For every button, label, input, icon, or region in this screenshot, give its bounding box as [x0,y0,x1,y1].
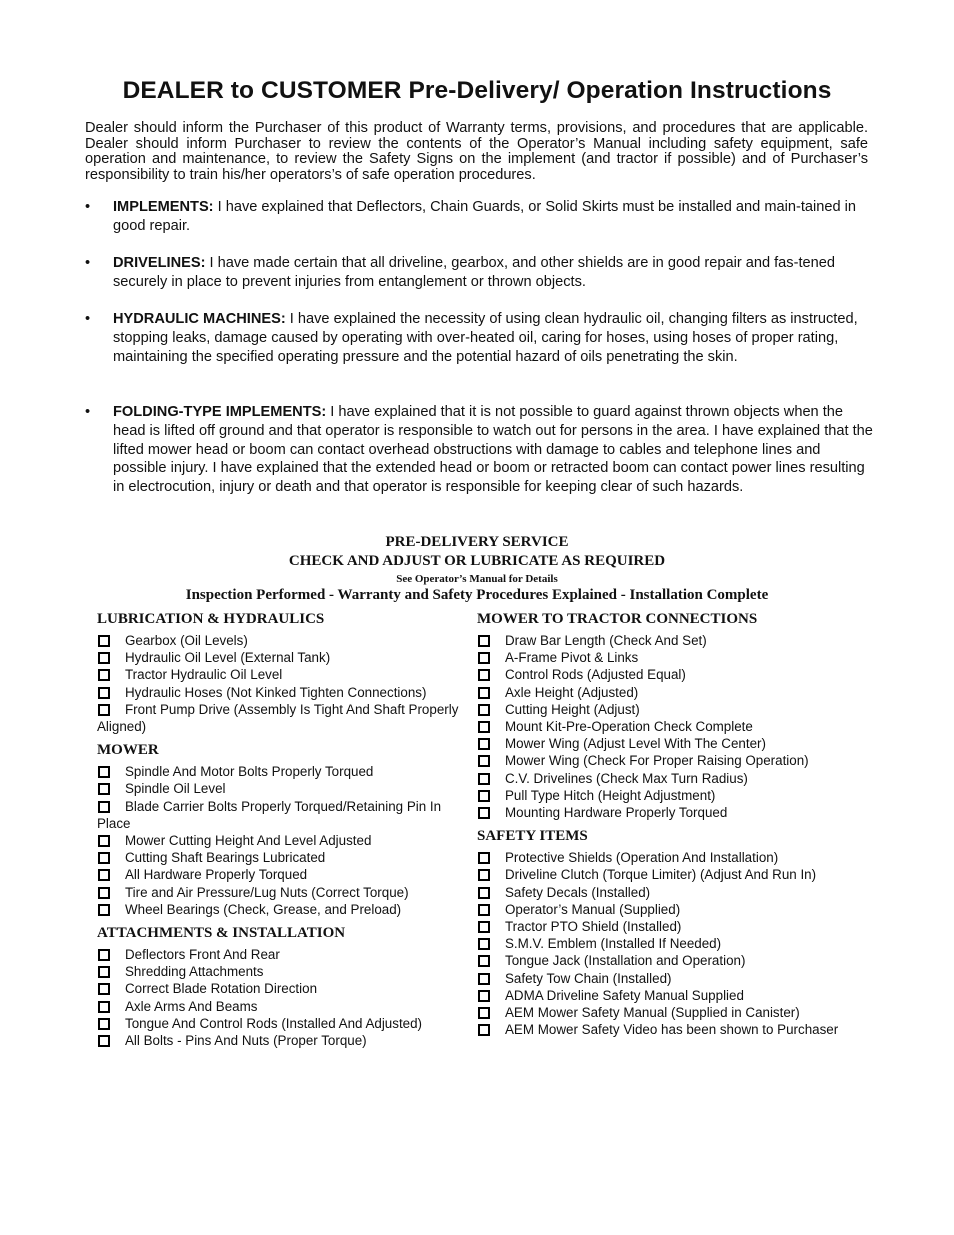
checkbox-icon[interactable] [98,635,110,647]
instruction-text: I have explained that it is not possible to guard against thrown objects when the head is lifted off ground and that operator is responsible to watch out for persons in the area. I have explained that the lifted mower head or boom can contact overhead obstructions with damage to cables and telephone lines and possible injury. I have explained that the extended head or boom or retracted boom can contact power lines resulting in electrocution, injury or death and that operator is responsible for keeping clear of such hazards. [113,404,873,496]
bullet-glyph: • [85,255,91,271]
checklist-item [97,866,475,883]
checklist-item-label: Front Pump Drive (Assembly Is Tight And Shaft Properly Aligned) [97,701,459,735]
service-note: See Operator’s Manual for Details [396,573,558,585]
checkbox-icon[interactable] [478,755,490,767]
checklist-item [97,946,475,963]
checklist-item-label: Shredding Attachments [125,964,264,980]
checkbox-icon[interactable] [98,704,110,716]
checklist-item [97,849,475,866]
instruction-label: DRIVELINES: [113,255,206,271]
checklist-item [477,666,877,683]
checklist-item [97,701,475,735]
checkbox-icon[interactable] [478,687,490,699]
checklist-item-label: ADMA Driveline Safety Manual Supplied [505,987,744,1003]
checkbox-icon[interactable] [478,1007,490,1019]
checklist-item [477,787,877,804]
checklist-item [477,849,877,866]
checklist-lubrication-and-hydraulics [97,632,475,735]
checklist-item [477,901,877,918]
checklist-item [477,970,877,987]
checklist-item-label: Mower Wing (Adjust Level With The Center) [505,736,766,752]
checkbox-icon[interactable] [98,1001,110,1013]
checklist-item-label: S.M.V. Emblem (Installed If Needed) [505,936,722,952]
checkbox-icon[interactable] [478,738,490,750]
checklist-item-label: All Bolts - Pins And Nuts (Proper Torque) [125,1033,367,1049]
checkbox-icon[interactable] [478,635,490,647]
page-title: DEALER to CUSTOMER Pre-Delivery/ Operation Instructions [122,77,832,104]
checkbox-icon[interactable] [478,887,490,899]
checkbox-icon[interactable] [98,1035,110,1047]
checkbox-icon[interactable] [478,807,490,819]
checklist-item [97,666,475,683]
checklist-item [477,701,877,718]
instruction-label: FOLDING-TYPE IMPLEMENTS: [113,404,327,420]
checklist-item [97,901,475,918]
checklist-item [477,1021,877,1038]
checklist-item [477,718,877,735]
checklist-item-label: Tongue And Control Rods (Installed And Adjusted) [125,1015,423,1031]
checklist-item [477,952,877,969]
checklist-item [477,866,877,883]
checklist-item-label: Spindle And Motor Bolts Properly Torqued [125,764,374,780]
checkbox-icon[interactable] [98,966,110,978]
instruction-folding-type-implements [85,403,875,497]
checklist-item-label: Mower Wing (Check For Proper Raising Operation) [505,753,809,769]
checklist-item-label: Spindle Oil Level [125,781,226,797]
section-heading-lubrication-and-hydraulics: LUBRICATION & HYDRAULICS [97,611,325,627]
checklist-item-label: AEM Mower Safety Manual (Supplied in Canister) [505,1005,800,1021]
checkbox-icon[interactable] [478,704,490,716]
checkbox-icon[interactable] [98,869,110,881]
checklist-item-label: Gearbox (Oil Levels) [125,633,248,648]
checklist-item [97,649,475,666]
checklist-item [477,752,877,769]
instruction-hydraulic-machines [85,310,875,366]
checklist-item-label: Correct Blade Rotation Direction [125,981,318,997]
checklist-item [97,1032,475,1049]
checklist-item-label: Driveline Clutch (Torque Limiter) (Adjust And Run In) [505,867,817,883]
checkbox-icon[interactable] [98,983,110,995]
checklist-item-label: All Hardware Properly Torqued [125,867,308,883]
checklist-item-label: Protective Shields (Operation And Installation) [505,850,779,866]
checkbox-icon[interactable] [478,955,490,967]
instruction-text: I have explained the necessity of using clean hydraulic oil, changing filters as instructed, stopping leaks, damage caused by operating with over-heated oil, caring for hoses, using hoses of proper rating, maintaining the specified operating pressure and the potential hazard of oils penetrating the skin. [113,311,858,365]
checkbox-icon[interactable] [478,938,490,950]
checklist-item-label: Safety Decals (Installed) [505,884,651,900]
bullet-glyph: • [85,404,91,420]
checkbox-icon[interactable] [98,835,110,847]
bullet-glyph: • [85,311,91,327]
checkbox-icon[interactable] [98,783,110,795]
checklist-item-label: Mount Kit-Pre-Operation Check Complete [505,719,753,735]
checkbox-icon[interactable] [98,766,110,778]
checkbox-icon[interactable] [478,773,490,785]
instruction-text: I have made certain that all driveline, gearbox, and other shields are in good repair and fas-tened securely in place to prevent injuries from entanglement or thrown objects. [113,255,835,290]
checklist-item [477,935,877,952]
checklist-item [97,832,475,849]
checkbox-icon[interactable] [98,887,110,899]
checklist-item-label: Axle Height (Adjusted) [505,684,639,700]
checklist-item [97,1015,475,1032]
checklist-item [97,980,475,997]
section-heading-attachments-and-installation: ATTACHMENTS & INSTALLATION [97,925,346,942]
checklist-safety-items [477,849,877,1038]
service-subheading: CHECK AND ADJUST OR LUBRICATE AS REQUIRED [288,553,666,569]
checklist-item-label: Tractor Hydraulic Oil Level [125,667,283,683]
checklist-item-label: Safety Tow Chain (Installed) [505,970,672,986]
checkbox-icon[interactable] [478,990,490,1002]
checklist-item-label: Tongue Jack (Installation and Operation) [505,953,746,969]
checkbox-icon[interactable] [478,721,490,733]
checklist-item [97,632,475,649]
checklist-item [477,684,877,701]
checklist-item-label: Operator’s Manual (Supplied) [505,901,681,917]
checkbox-icon[interactable] [478,921,490,933]
checkbox-icon[interactable] [478,904,490,916]
checklist-item-label: Blade Carrier Bolts Properly Torqued/Retaining Pin In Place [97,798,442,831]
checklist-item-label: Cutting Shaft Bearings Lubricated [125,850,326,866]
checklist-item-label: Pull Type Hitch (Height Adjustment) [505,787,716,803]
checklist-item-label: Deflectors Front And Rear [125,947,280,963]
checklist-left-column [97,610,475,1049]
checkbox-icon[interactable] [478,852,490,864]
section-heading-mower-to-tractor-connections: MOWER TO TRACTOR CONNECTIONS [477,611,758,627]
checkbox-icon[interactable] [478,669,490,681]
checklist-item-label: AEM Mower Safety Video has been shown to Purchaser [505,1022,839,1038]
checklist-item-label: Wheel Bearings (Check, Grease, and Preload) [125,901,402,917]
checklist-item [97,884,475,901]
checklist-item [477,884,877,901]
service-heading: PRE-DELIVERY SERVICE [385,534,569,550]
checkbox-icon[interactable] [98,904,110,916]
checkbox-icon[interactable] [478,973,490,985]
checklist-item-label: A-Frame Pivot & Links [505,650,639,666]
checklist-item-label: Hydraulic Hoses (Not Kinked Tighten Connections) [125,684,427,700]
checklist-mower [97,763,475,918]
checkbox-icon[interactable] [478,869,490,881]
checklist-item [97,684,475,701]
checklist-attachments-and-installation [97,946,475,1049]
checklist-item [477,735,877,752]
checklist-item [477,1004,877,1021]
checkbox-icon[interactable] [98,852,110,864]
checklist-item [477,632,877,649]
checklist-right-column [477,610,877,1038]
checkbox-icon[interactable] [98,949,110,961]
instruction-text: I have explained that Deflectors, Chain Guards, or Solid Skirts must be installed and main-tained in good repair. [113,199,857,234]
instruction-implements [85,198,875,236]
checkbox-icon[interactable] [98,652,110,664]
checklist-item [97,998,475,1015]
section-heading-safety-items: SAFETY ITEMS [477,828,588,845]
checklist-item-label: Mounting Hardware Properly Torqued [505,805,728,821]
checkbox-icon[interactable] [478,652,490,664]
checklist-item-label: Cutting Height (Adjust) [505,701,640,717]
checkbox-icon[interactable] [478,790,490,802]
checklist-item [477,918,877,935]
checklist-item-label: Control Rods (Adjusted Equal) [505,667,686,683]
checklist-item-label: Tire and Air Pressure/Lug Nuts (Correct Torque) [125,884,409,900]
checklist-item-label: C.V. Drivelines (Check Max Turn Radius) [505,770,748,786]
intro-paragraph: Dealer should inform the Purchaser of this product of Warranty terms, provisions, and procedures that are applicable. Dealer should inform Purchaser to review the contents of the Operator’s Manual including safety equipment, safe operation and maintenance, to review the Safety Signs on the implement (and tractor if possible) and of Purchaser’s responsibility to train his/her operators’s of safe operation procedures. [85,120,868,183]
checklist-item-label: Draw Bar Length (Check And Set) [505,633,707,648]
checklist-item [97,780,475,797]
section-heading-mower: MOWER [97,742,159,759]
checklist-item-label: Mower Cutting Height And Level Adjusted [125,833,372,849]
checklist-item [97,963,475,980]
instruction-label: IMPLEMENTS: [113,199,214,215]
service-summary: Inspection Performed - Warranty and Safety Procedures Explained - Installation Complete [185,587,769,603]
checklist-item-label: Hydraulic Oil Level (External Tank) [125,650,331,666]
checklist-item [477,804,877,821]
checklist-item [97,763,475,780]
checklist-mower-to-tractor-connections [477,632,877,821]
checklist-item [477,649,877,666]
checklist-item-label: Tractor PTO Shield (Installed) [505,919,682,935]
checkbox-icon[interactable] [98,669,110,681]
bullet-glyph: • [85,199,91,215]
instruction-drivelines [85,254,875,292]
checkbox-icon[interactable] [478,1024,490,1036]
checklist-item [477,770,877,787]
checkbox-icon[interactable] [98,687,110,699]
checkbox-icon[interactable] [98,801,110,813]
checklist-item-label: Axle Arms And Beams [125,998,258,1014]
checkbox-icon[interactable] [98,1018,110,1030]
instruction-label: HYDRAULIC MACHINES: [113,311,286,327]
checklist-item [477,987,877,1004]
checklist-item [97,798,475,832]
